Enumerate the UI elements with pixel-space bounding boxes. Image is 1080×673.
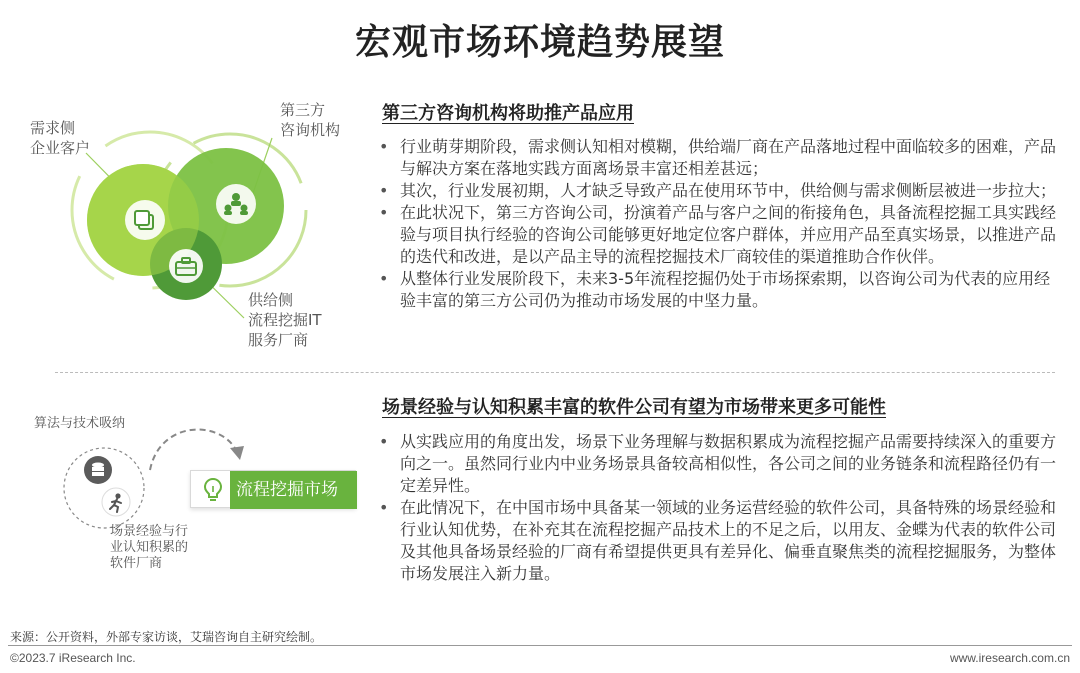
process-mining-market-box <box>190 470 356 508</box>
section2-bullets <box>374 431 1060 585</box>
website-link[interactable]: www.iresearch.com.cn <box>949 651 1070 665</box>
source-note: 来源：公开资料，外部专家访谈，艾瑞咨询自主研究绘制。 <box>10 630 323 644</box>
database-icon <box>92 463 104 477</box>
list-item: • 在此状况下，第三方咨询公司，扮演着产品与客户之间的衔接角色，具备流程挖掘工具实践经验与项目执行经验的咨询公司能够更好地定位客户群体，并应用产品至真实场景，以推进产品的迭代和改进，是以产品主导的流程挖掘技术厂商较佳的渠道推助合作伙伴。 <box>374 202 1060 268</box>
software-vendor-label: 场景经验与行 业认知积累的 软件厂商 <box>110 524 189 571</box>
list-item: • 从整体行业发展阶段下，未来3-5年流程挖掘仍处于市场探索期，以咨询公司为代表的应用经验丰富的第三方公司仍为推动市场发展的中坚力量。 <box>374 268 1060 312</box>
section1-bullets <box>374 136 1060 312</box>
list-item: • 行业萌芽期阶段，需求侧认知相对模糊，供给端厂商在产品落地过程中面临较多的困难，产品与解决方案在落地实践方面离场景丰富还相差甚远； <box>374 136 1060 180</box>
consult-label: 第三方 咨询机构 <box>280 101 341 139</box>
section1-heading: 第三方咨询机构将助推产品应用 <box>382 103 634 124</box>
section2-heading: 场景经验与认知积累丰富的软件公司有望为市场带来更多可能性 <box>382 397 886 418</box>
algo-tech-label: 算法与技术吸纳 <box>34 416 126 431</box>
list-item: • 从实践应用的角度出发，场景下业务理解与数据积累成为流程挖掘产品需要持续深入的重要方向之一。虽然同行业内中业务场景具备较高相似性，各公司之间的业务链条和流程路径仍有一定差异性。 <box>374 431 1060 497</box>
market-label: 流程挖掘市场 <box>236 480 338 500</box>
footer-divider <box>8 645 1072 646</box>
list-item: • 在此情况下，在中国市场中具备某一领域的业务运营经验的软件公司，具备特殊的场景经验和行业认知优势，在补充其在流程挖掘产品技术上的不足之后，以用友、金蝶为代表的软件公司及其他具备场景经验的厂商有希望提供更具有差异化、偏垂直聚焦类的流程挖掘服务，为整体市场发展注入新力量。 <box>374 497 1060 585</box>
section-divider <box>55 372 1055 373</box>
lightbulb-icon <box>201 477 225 503</box>
stakeholder-venn-diagram <box>0 90 380 370</box>
page-title: 宏观市场环境趋势展望 <box>354 22 725 63</box>
demand-side-label: 需求侧 企业客户 <box>30 119 91 157</box>
copyright: ©2023.7 iResearch Inc. <box>10 651 136 665</box>
supply-side-label: 供给侧 流程挖掘IT 服务厂商 <box>248 291 322 349</box>
cycle-arrow-icon <box>150 430 236 470</box>
list-item: • 其次，行业发展初期，人才缺乏导致产品在使用环节中，供给侧与需求侧断层被进一步拉大； <box>374 180 1060 202</box>
